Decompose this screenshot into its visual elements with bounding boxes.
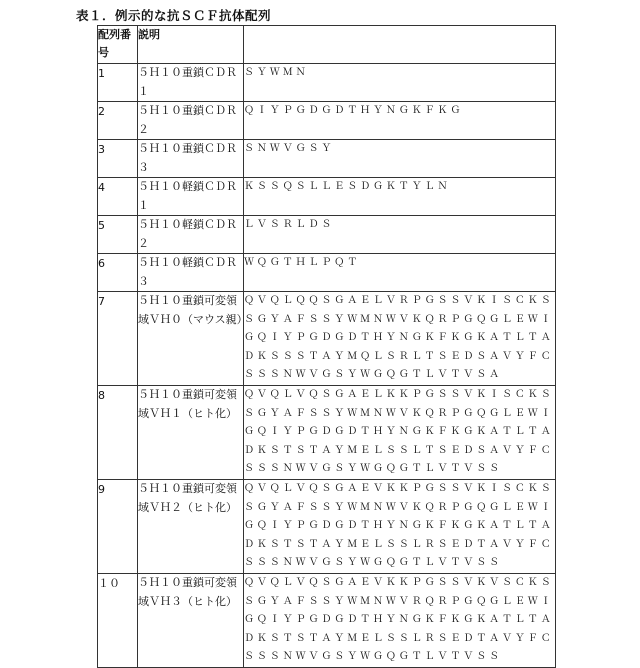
table-row — [98, 386, 556, 480]
sequence-cell: ＷＱＧＴＨＬＰＱＴ — [244, 254, 556, 292]
table-row — [98, 140, 556, 178]
seq-no-cell: 4 — [98, 178, 138, 216]
table-row — [98, 102, 556, 140]
description-cell: ５Ｈ１０重鎖可変領域ＶＨ２（ヒト化） — [138, 480, 244, 574]
seq-no-cell: 8 — [98, 386, 138, 480]
description-cell: ５Ｈ１０重鎖ＣＤＲ２ — [138, 102, 244, 140]
seq-no-cell: １０ — [98, 574, 138, 668]
sequence-cell: ＫＳＳＱＳＬＬＥＳＤＧＫＴＹＬＮ — [244, 178, 556, 216]
table-caption: 表１．例示的な抗ＳＣＦ抗体配列 — [76, 6, 271, 24]
seq-no-cell: 2 — [98, 102, 138, 140]
seq-no-cell: 6 — [98, 254, 138, 292]
sequence-cell: ＱＶＱＬＱＱＳＧＡＥＬＶＲＰＧＳＳＶＫＩＳＣＫＳＳＧＹＡＦＳＳＹＷＭＮＷＶＫＱＲＰＧＱＧＬＥＷＩＧＱＩＹＰＧＤＧＤＴＨＹＮＧＫＦＫＧＫＡＴＬＴＡＤＫＳＳＳＴＡＹＭＱＬＳＲＬＴＳＥＤＳＡＶＹＦＣＳＳＳＮＷＶＧＳＹＷＧＱＧＴＬＶＴＶＳＡ — [244, 292, 556, 386]
table-row — [98, 292, 556, 386]
description-cell: ５Ｈ１０重鎖ＣＤＲ１ — [138, 64, 244, 102]
table-row — [98, 480, 556, 574]
description-cell: ５Ｈ１０重鎖可変領域ＶＨ０（マウス親） — [138, 292, 244, 386]
seq-no-cell: 1 — [98, 64, 138, 102]
header-description: 説明 — [138, 26, 244, 64]
description-cell: ５Ｈ１０重鎖可変領域ＶＨ３（ヒト化） — [138, 574, 244, 668]
description-cell: ５Ｈ１０軽鎖ＣＤＲ１ — [138, 178, 244, 216]
table-row — [98, 64, 556, 102]
table-row — [98, 216, 556, 254]
sequence-cell: ＱＩＹＰＧＤＧＤＴＨＹＮＧＫＦＫＧ — [244, 102, 556, 140]
sequence-cell: ＱＶＱＬＶＱＳＧＡＥＶＫＫＰＧＳＳＶＫＩＳＣＫＳＳＧＹＡＦＳＳＹＷＭＮＷＶＫＱＲＰＧＱＧＬＥＷＩＧＱＩＹＰＧＤＧＤＴＨＹＮＧＫＦＫＧＫＡＴＬＴＡＤＫＳＴＳＴＡＹＭＥＬＳＳＬＲＳＥＤＴＡＶＹＦＣＳＳＳＮＷＶＧＳＹＷＧＱＧＴＬＶＴＶＳＳ — [244, 480, 556, 574]
seq-no-cell: 7 — [98, 292, 138, 386]
sequence-cell: ＱＶＱＬＶＱＳＧＡＥＬＫＫＰＧＳＳＶＫＩＳＣＫＳＳＧＹＡＦＳＳＹＷＭＮＷＶＫＱＲＰＧＱＧＬＥＷＩＧＱＩＹＰＧＤＧＤＴＨＹＮＧＫＦＫＧＫＡＴＬＴＡＤＫＳＴＳＴＡＹＭＥＬＳＳＬＴＳＥＤＳＡＶＹＦＣＳＳＳＮＷＶＧＳＹＷＧＱＧＴＬＶＴＶＳＳ — [244, 386, 556, 480]
seq-no-cell: 3 — [98, 140, 138, 178]
sequence-cell: ＱＶＱＬＶＱＳＧＡＥＶＫＫＰＧＳＳＶＫＶＳＣＫＳＳＧＹＡＦＳＳＹＷＭＮＷＶＲＱＲＰＧＱＧＬＥＷＩＧＱＩＹＰＧＤＧＤＴＨＹＮＧＫＦＫＧＫＡＴＬＴＡＤＫＳＴＳＴＡＹＭＥＬＳＳＬＲＳＥＤＴＡＶＹＦＣＳＳＳＮＷＶＧＳＹＷＧＱＧＴＬＶＴＶＳＳ — [244, 574, 556, 668]
table-row — [98, 178, 556, 216]
description-cell: ５Ｈ１０軽鎖ＣＤＲ３ — [138, 254, 244, 292]
sequence-cell: ＳＮＷＶＧＳＹ — [244, 140, 556, 178]
table-row — [98, 574, 556, 668]
seq-no-cell: 9 — [98, 480, 138, 574]
seq-no-cell: 5 — [98, 216, 138, 254]
sequence-cell: ＬＶＳＲＬＤＳ — [244, 216, 556, 254]
sequence-table — [97, 25, 556, 668]
description-cell: ５Ｈ１０重鎖ＣＤＲ３ — [138, 140, 244, 178]
description-cell: ５Ｈ１０軽鎖ＣＤＲ２ — [138, 216, 244, 254]
sequence-cell: ＳＹＷＭＮ — [244, 64, 556, 102]
table-header-row — [98, 26, 556, 64]
header-sequence — [244, 26, 556, 64]
description-cell: ５Ｈ１０重鎖可変領域ＶＨ１（ヒト化） — [138, 386, 244, 480]
header-seq-no: 配列番号 — [98, 26, 138, 64]
table-row — [98, 254, 556, 292]
